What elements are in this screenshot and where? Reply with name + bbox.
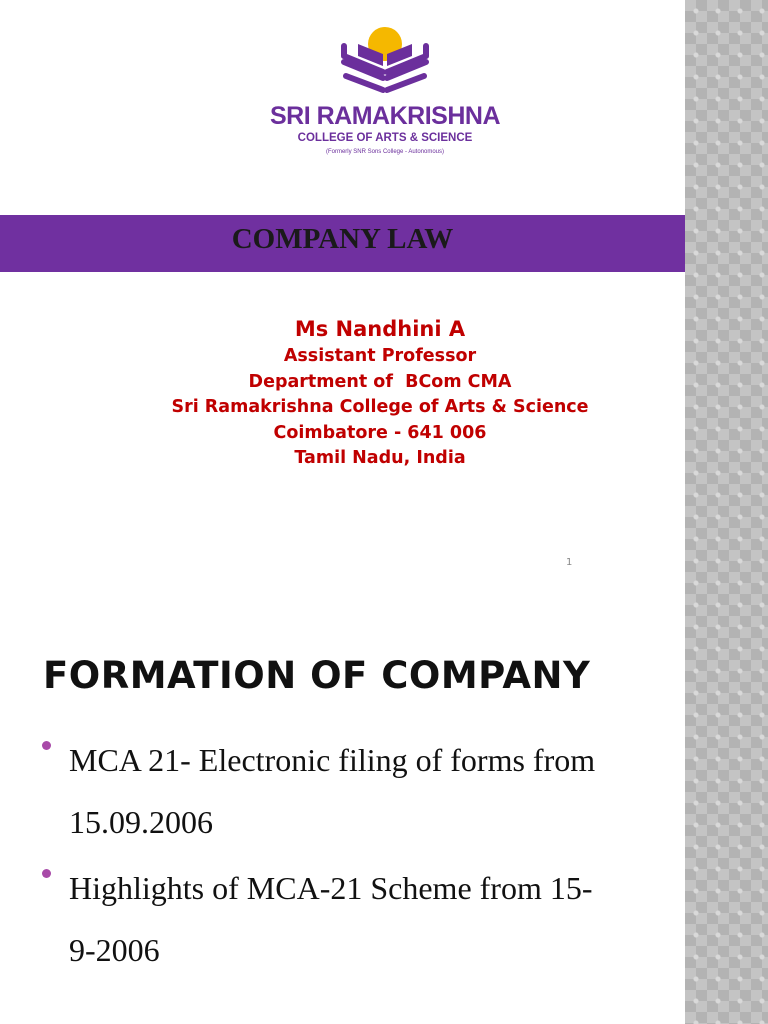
slide-number: 1 [566,557,573,568]
presenter-designation: Assistant Professor [283,346,477,366]
bullet-line: Highlights of MCA-21 Scheme from 15- [69,870,593,906]
bullet-dot-icon [42,869,51,878]
slide-title: COMPANY LAW [231,223,454,255]
presenter-state: Tamil Nadu, India [294,448,466,468]
slide-2 [0,604,685,1024]
presenter-department: Department of BCom CMA [248,371,512,392]
bullet-text [69,729,662,853]
slide-heading: FORMATION OF COMPANY [43,654,591,697]
college-logo [240,26,530,166]
logo-college-note: (Formerly SNR Sons College - Autonomous) [325,149,445,155]
presenter-institution: Sri Ramakrishna College of Arts & Science [171,397,589,417]
bullet-line: 9-2006 [69,932,160,968]
presenter-name: Ms Nandhini A [294,317,466,341]
open-book-sun-icon [338,26,432,98]
bullet-text [69,857,662,981]
decorative-pattern-strip [685,0,768,1024]
logo-college-name: SRI RAMAKRISHNA [270,102,500,130]
list-item [42,729,662,853]
bullet-dot-icon [42,741,51,750]
title-band [0,215,685,272]
presenter-block [0,314,685,472]
bullet-line: 15.09.2006 [69,804,213,840]
presenter-city: Coimbatore - 641 006 [273,422,487,443]
bullet-line: MCA 21- Electronic filing of forms from [69,742,596,778]
logo-college-subtitle: COLLEGE OF ARTS & SCIENCE [297,132,473,144]
bullet-list [42,729,662,985]
list-item [42,857,662,981]
